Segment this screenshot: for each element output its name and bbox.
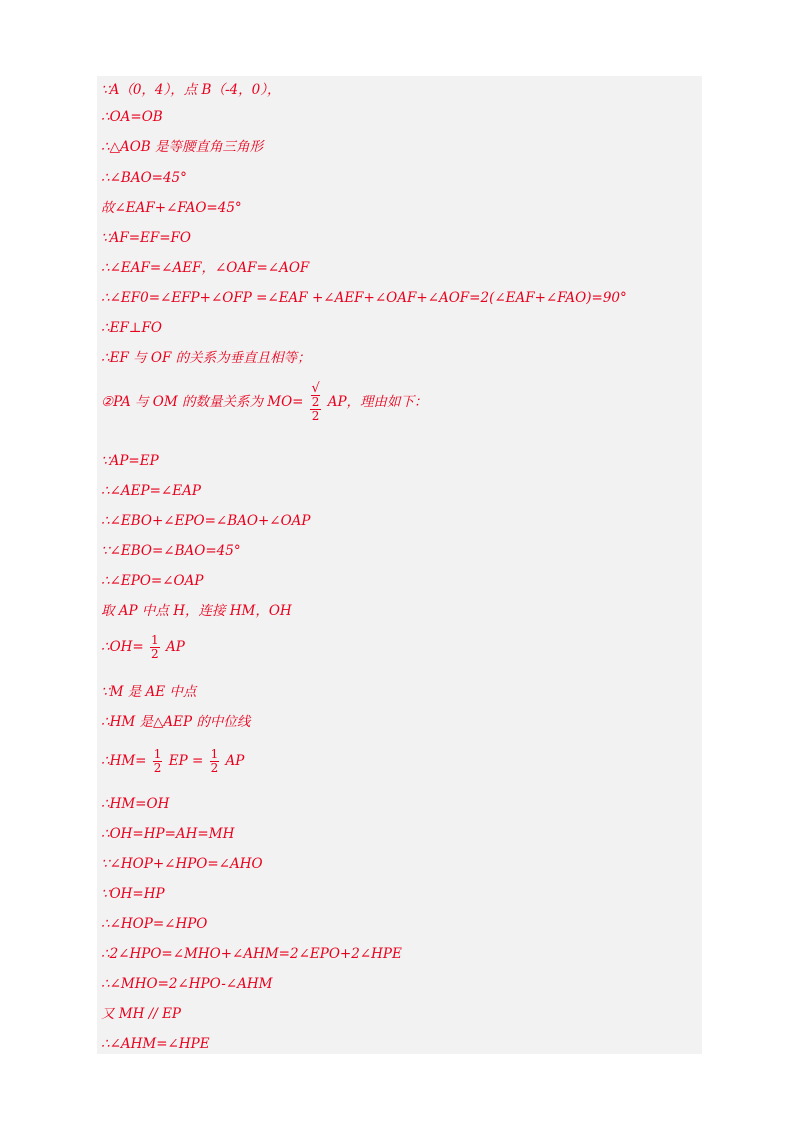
hm-numerator-1: 1	[153, 747, 162, 761]
text-line-7: ∴∠EAF=∠AEF，∠OAF=∠AOF	[101, 260, 310, 276]
oh-prefix: ∴OH=	[101, 639, 144, 655]
text-line-22: ∴HM=OH	[101, 796, 170, 812]
hm-numerator-2: 1	[210, 747, 219, 761]
part2-prefix: ②PA 与 OM 的数量关系为 MO=	[101, 394, 304, 410]
part2-numerator	[310, 382, 322, 410]
text-line-2: ∴OA=OB	[101, 109, 163, 125]
document-page	[97, 76, 702, 1054]
text-line-26: ∴∠HOP=∠HPO	[101, 916, 208, 932]
part2-denominator: 2	[311, 409, 320, 423]
text-line-1: ∵A（0，4），点 B（-4，0），	[101, 82, 281, 98]
text-line-20: ∴HM 是△AEP 的中位线	[101, 714, 251, 730]
text-line-30: ∴∠AHM=∠HPE	[101, 1036, 210, 1052]
text-line-12: ∵AP=EP	[101, 453, 159, 469]
part2-suffix: AP，理由如下：	[327, 394, 428, 410]
text-line-24: ∵∠HOP+∠HPO=∠AHO	[101, 856, 263, 872]
hm-middle: EP =	[168, 753, 204, 769]
text-line-5: 故∠EAF+∠FAO=45°	[101, 200, 242, 216]
hm-fraction-2	[210, 748, 220, 775]
text-line-25: ∵OH=HP	[101, 886, 165, 902]
text-line-3: ∴△AOB 是等腰直角三角形	[101, 139, 263, 155]
hm-fraction-1	[153, 748, 163, 775]
text-line-23: ∴OH=HP=AH=MH	[101, 826, 235, 842]
sqrt-icon: √	[311, 381, 320, 396]
text-line-15: ∵∠EBO=∠BAO=45°	[101, 543, 241, 559]
text-line-27: ∴2∠HPO=∠MHO+∠AHM=2∠EPO+2∠HPE	[101, 946, 402, 962]
text-line-19: ∵M 是 AE 中点	[101, 684, 197, 700]
part2-line	[101, 382, 428, 423]
text-line-17: 取 AP 中点 H，连接 HM，OH	[101, 603, 292, 619]
part2-fraction	[310, 382, 322, 423]
text-line-9: ∴EF⊥FO	[101, 320, 162, 336]
hm-denominator-2: 2	[210, 761, 219, 775]
oh-suffix: AP	[165, 639, 185, 655]
hm-denominator-1: 2	[153, 761, 162, 775]
hm-suffix: AP	[225, 753, 245, 769]
text-line-16: ∴∠EPO=∠OAP	[101, 573, 204, 589]
oh-line	[101, 634, 185, 661]
text-line-4: ∴∠BAO=45°	[101, 170, 187, 186]
oh-denominator: 2	[151, 647, 159, 661]
part2-sqrt-arg: 2	[311, 395, 320, 409]
text-line-13: ∴∠AEP=∠EAP	[101, 483, 201, 499]
text-line-14: ∴∠EBO+∠EPO=∠BAO+∠OAP	[101, 513, 311, 529]
hm-line	[101, 748, 244, 775]
oh-fraction	[150, 634, 160, 661]
oh-numerator: 1	[151, 633, 159, 647]
text-line-29: 又 MH // EP	[101, 1006, 182, 1022]
text-line-8: ∴∠EF0=∠EFP+∠OFP =∠EAF +∠AEF+∠OAF+∠AOF=2(∠EAF+∠FAO)=90°	[101, 290, 627, 306]
text-line-28: ∴∠MHO=2∠HPO-∠AHM	[101, 976, 273, 992]
hm-prefix: ∴HM=	[101, 753, 147, 769]
text-line-10: ∴EF 与 OF 的关系为垂直且相等；	[101, 350, 311, 366]
text-line-6: ∵AF=EF=FO	[101, 230, 191, 246]
